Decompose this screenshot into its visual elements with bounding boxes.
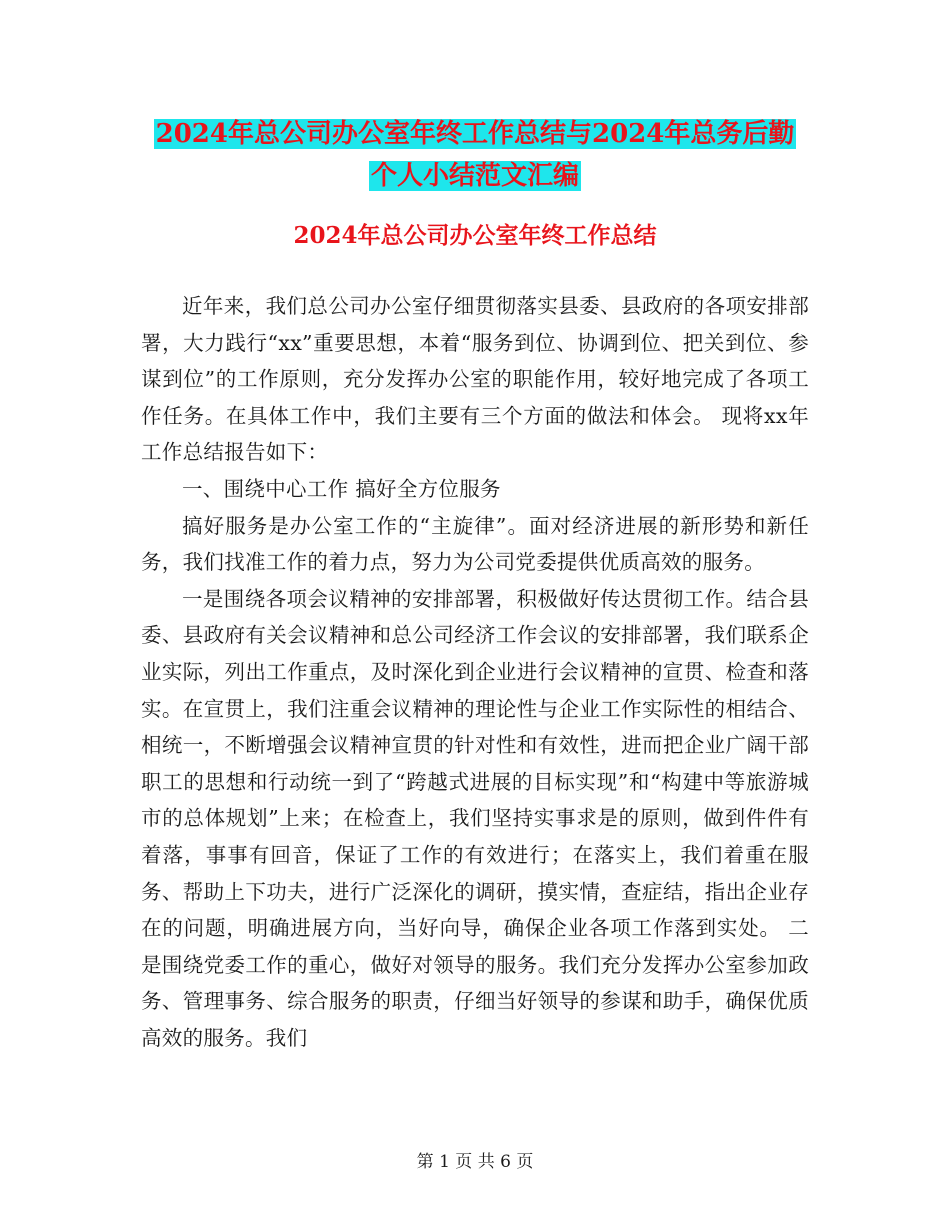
- paragraph-intro: 近年来，我们总公司办公室仔细贯彻落实县委、县政府的各项安排部署，大力践行“xx”重要思想，本着“服务到位、协调到位、把关到位、参谋到位”的工作原则，充分发挥办公室的职能作用，较好地完成了各项工作任务。在具体工作中，我们主要有三个方面的做法和体会。 现将xx年工作总结报告如下：: [141, 294, 809, 465]
- section-title: 2024年总公司办公室年终工作总结: [293, 222, 657, 249]
- document-title-line-1: [0, 112, 950, 156]
- document-body: [141, 288, 809, 1056]
- document-title-text-1: 2024年总公司办公室年终工作总结与2024年总务后勤: [155, 119, 795, 149]
- document-title-line-2: [0, 154, 950, 198]
- paragraph-heading-1: 一、围绕中心工作 搞好全方位服务: [182, 476, 501, 501]
- paragraph-service: 搞好服务是办公室工作的“主旋律”。面对经济进展的新形势和新任务，我们找准工作的着力点，努力为公司党委提供优质高效的服务。: [141, 513, 809, 575]
- page-footer: 第 1 页 共 6 页: [416, 1152, 534, 1172]
- document-title-text-2: 个人小结范文汇编: [370, 161, 579, 191]
- paragraph-meetings: 一是围绕各项会议精神的安排部署，积极做好传达贯彻工作。结合县委、县政府有关会议精神和总公司经济工作会议的安排部署，我们联系企业实际，列出工作重点，及时深化到企业进行会议精神的宣贯、检查和落实。在宣贯上，我们注重会议精神的理论性与企业工作实际性的相结合、相统一，不断增强会议精神宣贯的针对性和有效性，进而把企业广阔干部职工的思想和行动统一到了“跨越式进展的目标实现”和“构建中等旅游城市的总体规划”上来；在检查上，我们坚持实事求是的原则，做到件件有着落，事事有回音，保证了工作的有效进行；在落实上，我们着重在服务、帮助上下功夫，进行广泛深化的调研，摸实情，查症结，指出企业存在的问题，明确进展方向，当好向导，确保企业各项工作落到实处。 二是围绕党委工作的重心，做好对领导的服务。我们充分发挥办公室参加政务、管理事务、综合服务的职责，仔细当好领导的参谋和助手，确保优质高效的服务。我们: [141, 586, 809, 1050]
